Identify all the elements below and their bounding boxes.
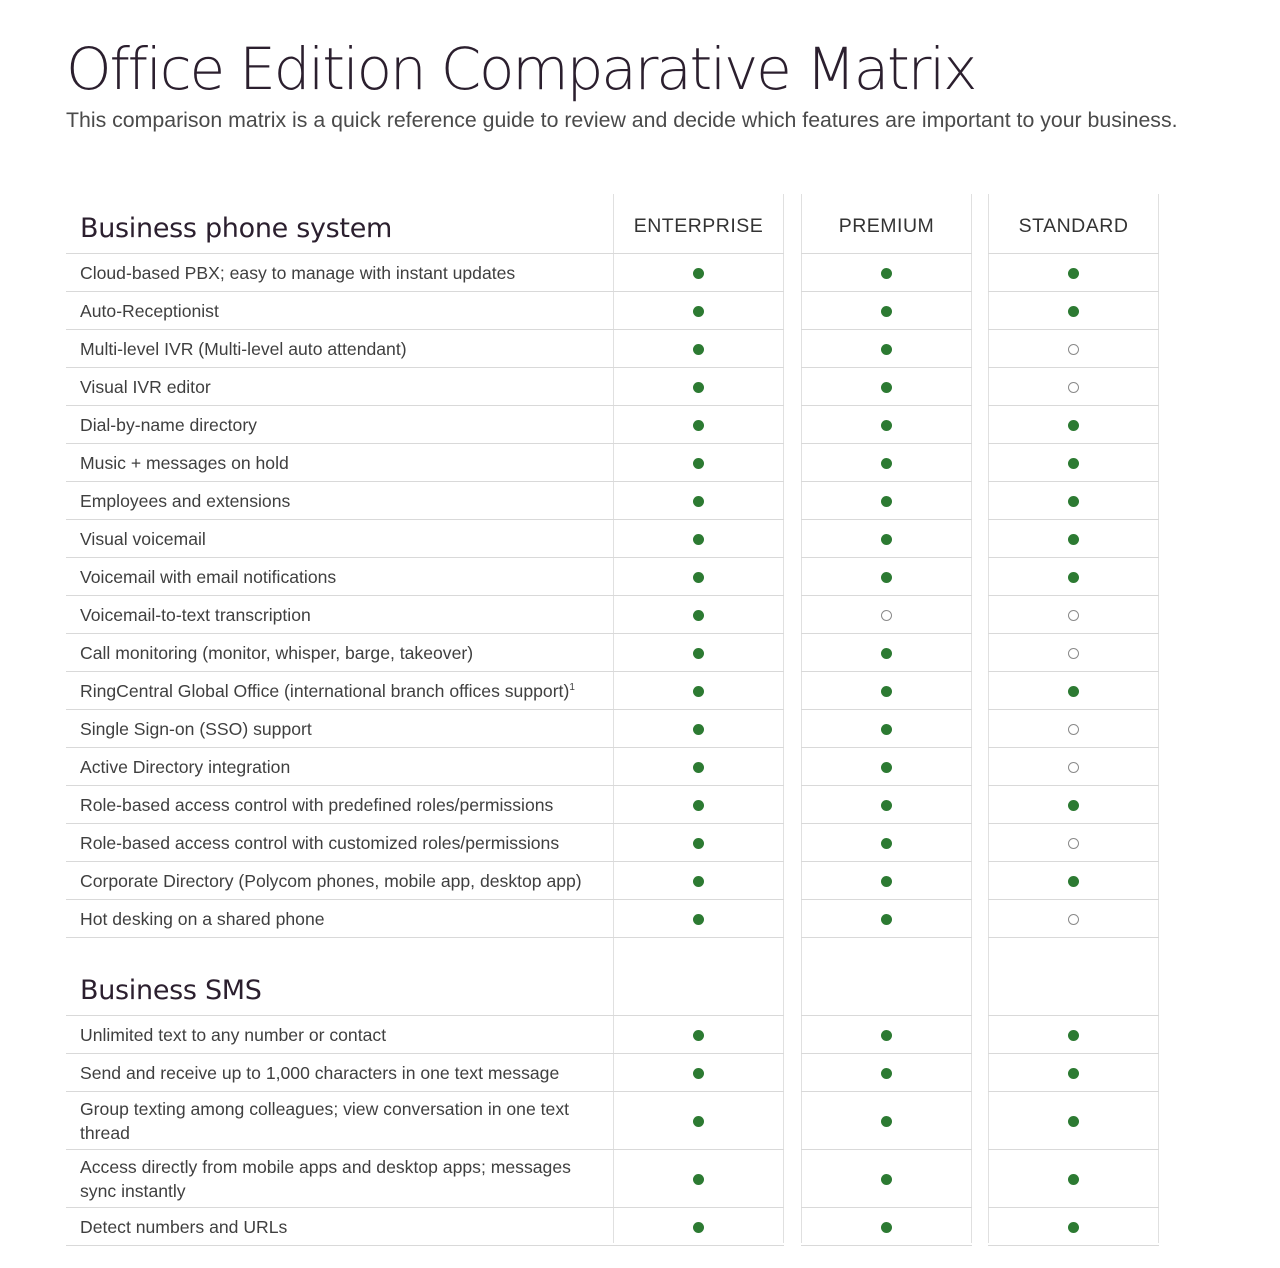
included-dot-icon	[1068, 876, 1079, 887]
feature-row	[66, 786, 1159, 824]
not-included-circle-icon	[881, 610, 892, 621]
included-dot-icon	[693, 1030, 704, 1041]
included-dot-icon	[881, 420, 892, 431]
feature-row	[66, 596, 1159, 634]
included-dot-icon	[881, 344, 892, 355]
section-title: Business phone system	[80, 213, 393, 244]
included-dot-icon	[693, 838, 704, 849]
feature-row	[66, 824, 1159, 862]
included-dot-icon	[693, 800, 704, 811]
feature-label-text: Voicemail-to-text transcription	[80, 605, 311, 625]
included-dot-icon	[693, 686, 704, 697]
feature-label	[80, 603, 600, 627]
row-divider	[613, 1245, 784, 1246]
included-dot-icon	[693, 724, 704, 735]
feature-label	[80, 413, 600, 437]
feature-row	[66, 1092, 1159, 1150]
included-dot-icon	[1068, 534, 1079, 545]
included-dot-icon	[693, 648, 704, 659]
included-dot-icon	[693, 344, 704, 355]
feature-label-text: Multi-level IVR (Multi-level auto attendant)	[80, 339, 407, 359]
feature-label	[80, 907, 600, 931]
feature-label-text: Visual IVR editor	[80, 377, 211, 397]
not-included-circle-icon	[1068, 610, 1079, 621]
feature-row	[66, 1208, 1159, 1246]
feature-label-text: Send and receive up to 1,000 characters in one text message	[80, 1063, 560, 1083]
feature-label	[80, 869, 600, 893]
included-dot-icon	[693, 382, 704, 393]
feature-label-text: Single Sign-on (SSO) support	[80, 719, 312, 739]
included-dot-icon	[881, 572, 892, 583]
included-dot-icon	[881, 534, 892, 545]
feature-label	[80, 1097, 600, 1145]
included-dot-icon	[693, 876, 704, 887]
not-included-circle-icon	[1068, 724, 1079, 735]
feature-label	[80, 831, 600, 855]
included-dot-icon	[693, 534, 704, 545]
not-included-circle-icon	[1068, 344, 1079, 355]
included-dot-icon	[881, 1068, 892, 1079]
feature-row	[66, 406, 1159, 444]
feature-row	[66, 1016, 1159, 1054]
included-dot-icon	[881, 800, 892, 811]
included-dot-icon	[693, 762, 704, 773]
feature-label-text: Group texting among colleagues; view conversation in one text thread	[80, 1099, 569, 1143]
feature-label	[80, 717, 600, 741]
not-included-circle-icon	[1068, 762, 1079, 773]
feature-label-text: Role-based access control with predefined roles/permissions	[80, 795, 554, 815]
section-header	[66, 194, 1159, 254]
included-dot-icon	[881, 306, 892, 317]
row-divider	[801, 1245, 972, 1246]
feature-label-text: Visual voicemail	[80, 529, 206, 549]
feature-label	[80, 337, 600, 361]
page-title: Office Edition Comparative Matrix	[66, 35, 976, 103]
feature-row	[66, 710, 1159, 748]
feature-row	[66, 444, 1159, 482]
included-dot-icon	[1068, 1174, 1079, 1185]
feature-label	[80, 1061, 600, 1085]
included-dot-icon	[881, 762, 892, 773]
feature-label	[80, 1155, 600, 1203]
column-header-standard: STANDARD	[1018, 215, 1129, 237]
included-dot-icon	[693, 572, 704, 583]
feature-label	[80, 375, 600, 399]
not-included-circle-icon	[1068, 914, 1079, 925]
included-dot-icon	[881, 1222, 892, 1233]
section-title: Business SMS	[80, 975, 262, 1006]
included-dot-icon	[881, 914, 892, 925]
included-dot-icon	[1068, 496, 1079, 507]
included-dot-icon	[881, 724, 892, 735]
feature-row	[66, 368, 1159, 406]
feature-label-text: RingCentral Global Office (international branch offices support)	[80, 681, 570, 701]
included-dot-icon	[1068, 458, 1079, 469]
included-dot-icon	[881, 496, 892, 507]
included-dot-icon	[693, 420, 704, 431]
feature-row	[66, 900, 1159, 938]
feature-label-text: Access directly from mobile apps and desktop apps; messages sync instantly	[80, 1157, 571, 1201]
not-included-circle-icon	[1068, 382, 1079, 393]
included-dot-icon	[881, 648, 892, 659]
included-dot-icon	[1068, 686, 1079, 697]
included-dot-icon	[1068, 1030, 1079, 1041]
included-dot-icon	[693, 1222, 704, 1233]
feature-label	[80, 451, 600, 475]
feature-row	[66, 330, 1159, 368]
section-header	[66, 938, 1159, 1016]
feature-label-text: Corporate Directory (Polycom phones, mobile app, desktop app)	[80, 871, 582, 891]
included-dot-icon	[881, 382, 892, 393]
feature-label-text: Employees and extensions	[80, 491, 291, 511]
included-dot-icon	[881, 458, 892, 469]
feature-row	[66, 482, 1159, 520]
feature-label-text: Role-based access control with customized roles/permissions	[80, 833, 560, 853]
included-dot-icon	[693, 306, 704, 317]
feature-label-text: Hot desking on a shared phone	[80, 909, 325, 929]
feature-label-text: Call monitoring (monitor, whisper, barge, takeover)	[80, 643, 474, 663]
feature-row	[66, 672, 1159, 710]
included-dot-icon	[1068, 1116, 1079, 1127]
feature-label	[80, 1215, 600, 1239]
included-dot-icon	[1068, 1068, 1079, 1079]
feature-label	[80, 679, 600, 703]
included-dot-icon	[693, 1068, 704, 1079]
included-dot-icon	[881, 1030, 892, 1041]
feature-label-text: Unlimited text to any number or contact	[80, 1025, 387, 1045]
included-dot-icon	[881, 876, 892, 887]
included-dot-icon	[693, 1116, 704, 1127]
included-dot-icon	[881, 838, 892, 849]
feature-label	[80, 565, 600, 589]
included-dot-icon	[693, 496, 704, 507]
feature-label	[80, 641, 600, 665]
included-dot-icon	[1068, 306, 1079, 317]
feature-label-text: Music + messages on hold	[80, 453, 289, 473]
column-header-premium: PREMIUM	[838, 215, 935, 237]
included-dot-icon	[693, 458, 704, 469]
row-divider	[988, 1245, 1159, 1246]
feature-label-text: Voicemail with email notifications	[80, 567, 337, 587]
column-header-enterprise: ENTERPRISE	[633, 215, 764, 237]
feature-label	[80, 1023, 600, 1047]
feature-label	[80, 261, 600, 285]
included-dot-icon	[693, 1174, 704, 1185]
included-dot-icon	[1068, 1222, 1079, 1233]
feature-label-text: Cloud-based PBX; easy to manage with instant updates	[80, 263, 516, 283]
included-dot-icon	[693, 268, 704, 279]
feature-row	[66, 520, 1159, 558]
not-included-circle-icon	[1068, 648, 1079, 659]
included-dot-icon	[881, 1174, 892, 1185]
included-dot-icon	[1068, 268, 1079, 279]
feature-label	[80, 793, 600, 817]
included-dot-icon	[1068, 420, 1079, 431]
feature-row	[66, 1054, 1159, 1092]
included-dot-icon	[1068, 800, 1079, 811]
feature-label	[80, 299, 600, 323]
feature-label	[80, 489, 600, 513]
feature-label	[80, 527, 600, 551]
feature-row	[66, 1150, 1159, 1208]
feature-row	[66, 634, 1159, 672]
footnote-marker: 1	[569, 682, 575, 694]
included-dot-icon	[881, 686, 892, 697]
included-dot-icon	[881, 268, 892, 279]
page-subtitle: This comparison matrix is a quick reference guide to review and decide which features are important to your business.	[66, 108, 1178, 132]
included-dot-icon	[693, 914, 704, 925]
feature-label-text: Detect numbers and URLs	[80, 1217, 288, 1237]
row-divider	[66, 1245, 613, 1246]
feature-label-text: Dial-by-name directory	[80, 415, 257, 435]
included-dot-icon	[1068, 572, 1079, 583]
not-included-circle-icon	[1068, 838, 1079, 849]
included-dot-icon	[881, 1116, 892, 1127]
comparison-matrix	[66, 194, 1159, 1246]
feature-label-text: Active Directory integration	[80, 757, 291, 777]
feature-row	[66, 862, 1159, 900]
included-dot-icon	[693, 610, 704, 621]
feature-row	[66, 254, 1159, 292]
feature-label	[80, 755, 600, 779]
feature-label-text: Auto-Receptionist	[80, 301, 219, 321]
feature-row	[66, 748, 1159, 786]
feature-row	[66, 292, 1159, 330]
feature-row	[66, 558, 1159, 596]
